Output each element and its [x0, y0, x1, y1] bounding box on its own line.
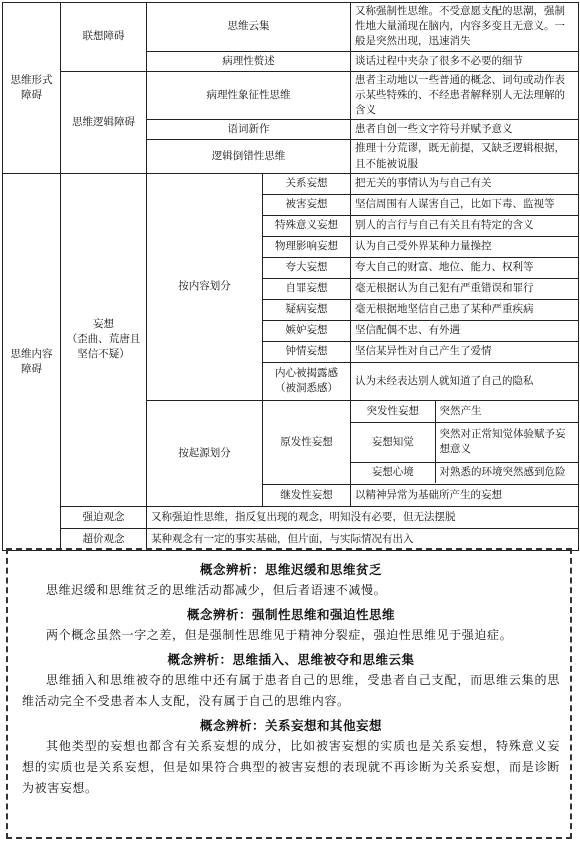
concept-heading: 概念辨析：关系妄想和其他妄想: [199, 718, 382, 733]
concept-heading: 概念辨析：强制性思维和强迫性思维: [186, 607, 395, 622]
content-type-desc: 认为自己受外界某种力量操控: [351, 236, 579, 257]
primary-subtable-cell: [351, 400, 579, 484]
concept-analysis-box: [6, 548, 572, 839]
logic-disorder-label: 思维逻辑障碍: [61, 71, 147, 173]
concept-paragraph: 思维插入和思维被夺的思维中还有属于患者自己的思维，受患者自己支配，而思维云集的思维活动完全不受患者本人支配，没有属于自己的思维内容。: [22, 673, 560, 708]
neologism-desc: 患者自创一些文字符号并赋予意义: [351, 120, 579, 140]
by-origin-label: 按起源划分: [147, 400, 263, 506]
concept-heading: 概念辨析：思维迟缓和思维贫乏: [199, 562, 382, 577]
by-content-label: 按内容划分: [147, 173, 263, 400]
content-type-name: 内心被揭露感（被洞悉感）: [263, 362, 351, 400]
content-type-desc: 坚信周围有人谋害自己，比如下毒、监视等: [351, 194, 579, 215]
form-disorder-label: 思维形式障碍: [3, 3, 61, 174]
primary-label: 原发性妄想: [263, 400, 351, 484]
delusion-title: 妄想: [93, 317, 114, 330]
content-type-name: 夸大妄想: [263, 257, 351, 278]
association-disorder-label: 联想障碍: [61, 3, 147, 72]
content-type-desc: 毫无根据认为自己犯有严重错误和罪行: [351, 278, 579, 299]
content-type-name: 特殊意义妄想: [263, 215, 351, 236]
primary-type-name: 突发性妄想: [351, 401, 435, 422]
content-type-name: 嫉妒妄想: [263, 320, 351, 341]
symbolic-name: 病理性象征性思维: [147, 71, 351, 120]
overvalued-name: 超价观念: [61, 528, 147, 550]
thinking-disorder-table: [2, 2, 579, 551]
concept-paragraph: 两个概念虽然一字之差，但是强制性思维见于精神分裂症，强迫性思维见于强迫症。: [46, 628, 513, 642]
circumstantial-name: 病理性赘述: [147, 51, 351, 71]
content-type-desc: 毫无根据地坚信自己患了某种严重疾病: [351, 299, 579, 320]
content-type-desc: 把无关的事情认为与自己有关: [351, 173, 579, 194]
obsessive-name: 强迫观念: [61, 506, 147, 528]
circumstantial-desc: 谈话过程中夹杂了很多不必要的细节: [351, 51, 579, 71]
symbolic-desc: 患者主动地以一些普通的概念、词句或动作表示某些特殊的、不经患者解释别人无法理解的含义: [351, 71, 579, 120]
cloud-desc: 又称强制性思维。不受意愿支配的思潮，强制性地大量涌现在脑内，内容多变且无意义。一般是突然出现，迅速消失: [351, 3, 579, 52]
illogical-name: 逻辑倒错性思维: [147, 140, 351, 173]
neologism-name: 语词新作: [147, 120, 351, 140]
delusion-label: [61, 173, 147, 506]
overvalued-desc: 某种观念有一定的事实基础，但片面，与实际情况有出入: [147, 528, 579, 550]
content-type-name: 关系妄想: [263, 173, 351, 194]
concept-paragraph: 其他类型的妄想也都含有关系妄想的成分，比如被害妄想的实质也是关系妄想，特殊意义妄想的实质也是关系妄想，但是如果符合典型的被害妄想的表现就不再诊断为关系妄想，而是诊断为被害妄想。: [22, 739, 560, 795]
content-type-name: 自罪妄想: [263, 278, 351, 299]
content-type-desc: 认为未经表达别人就知道了自己的隐私: [351, 362, 579, 400]
obsessive-desc: 又称强迫性思维，指反复出现的观念，明知没有必要，但无法摆脱: [147, 506, 579, 528]
concept-paragraph: 思维迟缓和思维贫乏的思维活动都减少，但后者语速不减慢。: [46, 583, 387, 597]
secondary-desc: 以精神异常为基础所产生的妄想: [351, 484, 579, 506]
content-type-desc: 坚信某异性对自己产生了爱情: [351, 341, 579, 362]
content-type-desc: 夸大自己的财富、地位、能力、权利等: [351, 257, 579, 278]
secondary-name: 继发性妄想: [263, 484, 351, 506]
primary-type-desc: 突然产生: [435, 401, 578, 422]
content-type-name: 疑病妄想: [263, 299, 351, 320]
illogical-desc: 推理十分荒谬，既无前提，又缺乏逻辑根据，且不能被说服: [351, 140, 579, 173]
content-type-name: 被害妄想: [263, 194, 351, 215]
content-disorder-label: 思维内容障碍: [3, 173, 61, 550]
primary-subtable: [351, 401, 578, 483]
primary-type-name: 妄想心境: [351, 462, 435, 483]
content-type-name: 钟情妄想: [263, 341, 351, 362]
primary-type-desc: 对熟悉的环境突然感到危险: [439, 466, 566, 479]
concept-heading: 概念辨析：思维插入、思维被夺和思维云集: [167, 652, 415, 667]
content-type-name: 物理影响妄想: [263, 236, 351, 257]
cloud-name: 思维云集: [147, 3, 351, 52]
content-type-desc: 坚信配偶不忠、有外遇: [351, 320, 579, 341]
delusion-note: （歪曲、荒唐且坚信不疑）: [66, 333, 141, 361]
primary-type-name: 妄想知觉: [351, 422, 435, 462]
content-type-desc: 别人的言行与自己有关且有特定的含义: [351, 215, 579, 236]
primary-type-desc: 突然对正常知觉体验赋予妄想意义: [435, 422, 578, 462]
